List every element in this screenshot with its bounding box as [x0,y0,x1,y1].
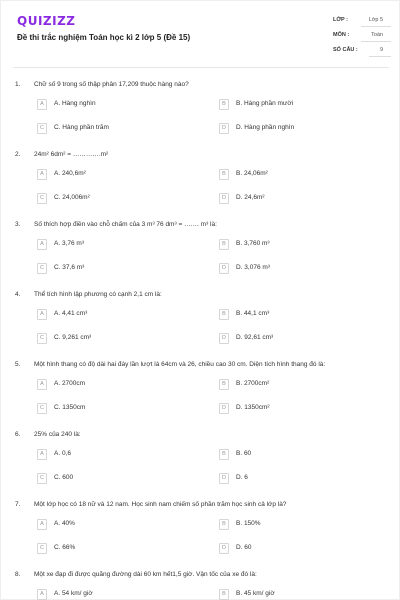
meta-subject-value: Toán [371,32,383,38]
answer-option-c[interactable] [37,263,187,275]
question-1 [1,81,400,151]
answer-option-d[interactable] [219,403,369,415]
answer-option-a[interactable] [37,519,187,531]
option-text: D. 6 [236,474,248,481]
option-text: B. 60 [236,450,252,457]
question-text: Một hình thang có độ dài hai đáy lần lượt là 64cm và 26, chiều cao 30 cm. Diện tích hình thang đó là: [34,361,326,368]
option-text: C. 600 [54,474,74,481]
question-text: 25% của 240 là: [34,431,81,438]
question-number: 6. [15,431,21,438]
option-letter-box: D [219,543,229,554]
option-text: D. 60 [236,544,252,551]
question-5 [1,361,400,431]
question-text: Số thích hợp điền vào chỗ chấm của 3 m³ 76 dm³ = ……. m³ là: [34,221,217,228]
worksheet-title: Đề thi trắc nghiệm Toán học kì 2 lớp 5 (Đề 15) [17,33,191,42]
question-number: 8. [15,571,21,578]
option-text: A. 0,6 [54,450,71,457]
option-letter-box: A [37,169,47,180]
option-letter-box: A [37,379,47,390]
option-letter-box: D [219,333,229,344]
option-text: D. 1350cm² [236,404,270,411]
question-number: 1. [15,81,21,88]
option-text: D. 92,61 cm³ [236,334,274,341]
question-text: Một xe đạp đi được quãng đường dài 60 km hết1,5 giờ. Vận tốc của xe đó là: [34,571,257,578]
answer-option-c[interactable] [37,403,187,415]
answer-option-c[interactable] [37,123,187,135]
question-8 [1,571,400,600]
question-3 [1,221,400,291]
option-letter-box: A [37,589,47,600]
option-letter-box: C [37,193,47,204]
question-number: 2. [15,151,21,158]
answer-option-a[interactable] [37,449,187,461]
option-letter-box: B [219,309,229,320]
option-letter-box: B [219,169,229,180]
option-letter-box: D [219,193,229,204]
option-text: A. 3,76 m³ [54,240,84,247]
option-text: D. 24,6m² [236,194,265,201]
answer-option-d[interactable] [219,263,369,275]
option-text: C. 9,261 cm³ [54,334,92,341]
answer-option-a[interactable] [37,239,187,251]
option-text: B. 24,06m² [236,170,268,177]
question-text: 24m² 6dm² = ………….m² [34,151,109,158]
answer-option-a[interactable] [37,309,187,321]
option-letter-box: D [219,123,229,134]
option-letter-box: B [219,379,229,390]
option-text: A. 240,6m² [54,170,86,177]
answer-option-d[interactable] [219,193,369,205]
option-letter-box: B [219,239,229,250]
answer-option-b[interactable] [219,99,369,111]
answer-option-b[interactable] [219,239,369,251]
option-text: C. Hàng phần trăm [54,124,109,131]
option-text: B. 45 km/ giờ [236,590,275,597]
answer-option-b[interactable] [219,309,369,321]
option-text: C. 37,6 m³ [54,264,85,271]
answer-option-a[interactable] [37,379,187,391]
option-letter-box: B [219,99,229,110]
meta-class-label: LỚP : [333,17,348,23]
header-divider [13,67,389,68]
option-text: B. 150% [236,520,261,527]
option-text: D. Hàng phần nghìn [236,124,295,131]
answer-option-c[interactable] [37,543,187,555]
answer-option-c[interactable] [37,473,187,485]
option-text: C. 24,006m² [54,194,90,201]
answer-option-b[interactable] [219,379,369,391]
option-text: A. 4,41 cm³ [54,310,88,317]
question-number: 7. [15,501,21,508]
meta-count-label: SỐ CÂU : [333,47,358,53]
question-2 [1,151,400,221]
answer-option-a[interactable] [37,99,187,111]
option-letter-box: C [37,333,47,344]
option-letter-box: D [219,473,229,484]
answer-option-b[interactable] [219,169,369,181]
question-number: 3. [15,221,21,228]
option-text: D. 3,076 m³ [236,264,270,271]
option-letter-box: D [219,403,229,414]
option-text: B. 2700cm² [236,380,270,387]
worksheet-header [1,1,400,67]
answer-option-a[interactable] [37,589,187,600]
question-6 [1,431,400,501]
option-letter-box: A [37,99,47,110]
option-text: B. 44,1 cm³ [236,310,270,317]
answer-option-d[interactable] [219,473,369,485]
answer-option-b[interactable] [219,449,369,461]
question-7 [1,501,400,571]
option-letter-box: C [37,403,47,414]
answer-option-b[interactable] [219,589,369,600]
answer-option-d[interactable] [219,543,369,555]
answer-option-d[interactable] [219,123,369,135]
answer-option-c[interactable] [37,333,187,345]
question-number: 4. [15,291,21,298]
option-text: A. 54 km/ giờ [54,590,93,597]
option-letter-box: B [219,519,229,530]
quizizz-logo: QUIZIZZ [17,14,76,28]
question-text: Chữ số 9 trong số thập phân 17,209 thuộc hàng nào? [34,81,189,88]
option-letter-box: A [37,519,47,530]
option-text: C. 66% [54,544,76,551]
question-number: 5. [15,361,21,368]
option-letter-box: C [37,263,47,274]
option-text: A. 2700cm [54,380,86,387]
meta-subject-label: MÔN : [333,32,350,38]
option-text: B. 3,760 m³ [236,240,270,247]
option-letter-box: A [37,449,47,460]
meta-class-value: Lớp 5 [368,17,383,23]
question-4 [1,291,400,361]
option-text: C. 1350cm [54,404,86,411]
option-letter-box: C [37,473,47,484]
option-letter-box: A [37,239,47,250]
question-text: Một lớp học có 18 nữ và 12 nam. Học sinh nam chiếm số phần trăm học sinh cả lớp là? [34,501,287,508]
answer-option-d[interactable] [219,333,369,345]
option-letter-box: C [37,123,47,134]
option-letter-box: D [219,263,229,274]
option-letter-box: C [37,543,47,554]
option-text: A. Hàng nghìn [54,100,96,107]
answer-option-c[interactable] [37,193,187,205]
answer-option-b[interactable] [219,519,369,531]
question-text: Thể tích hình lập phương có cạnh 2,1 cm là: [34,291,162,298]
meta-count-value: 9 [379,47,383,53]
option-letter-box: A [37,309,47,320]
answer-option-a[interactable] [37,169,187,181]
option-text: A. 40% [54,520,75,527]
option-text: B. Hàng phần mười [236,100,294,107]
option-letter-box: B [219,589,229,600]
option-letter-box: B [219,449,229,460]
